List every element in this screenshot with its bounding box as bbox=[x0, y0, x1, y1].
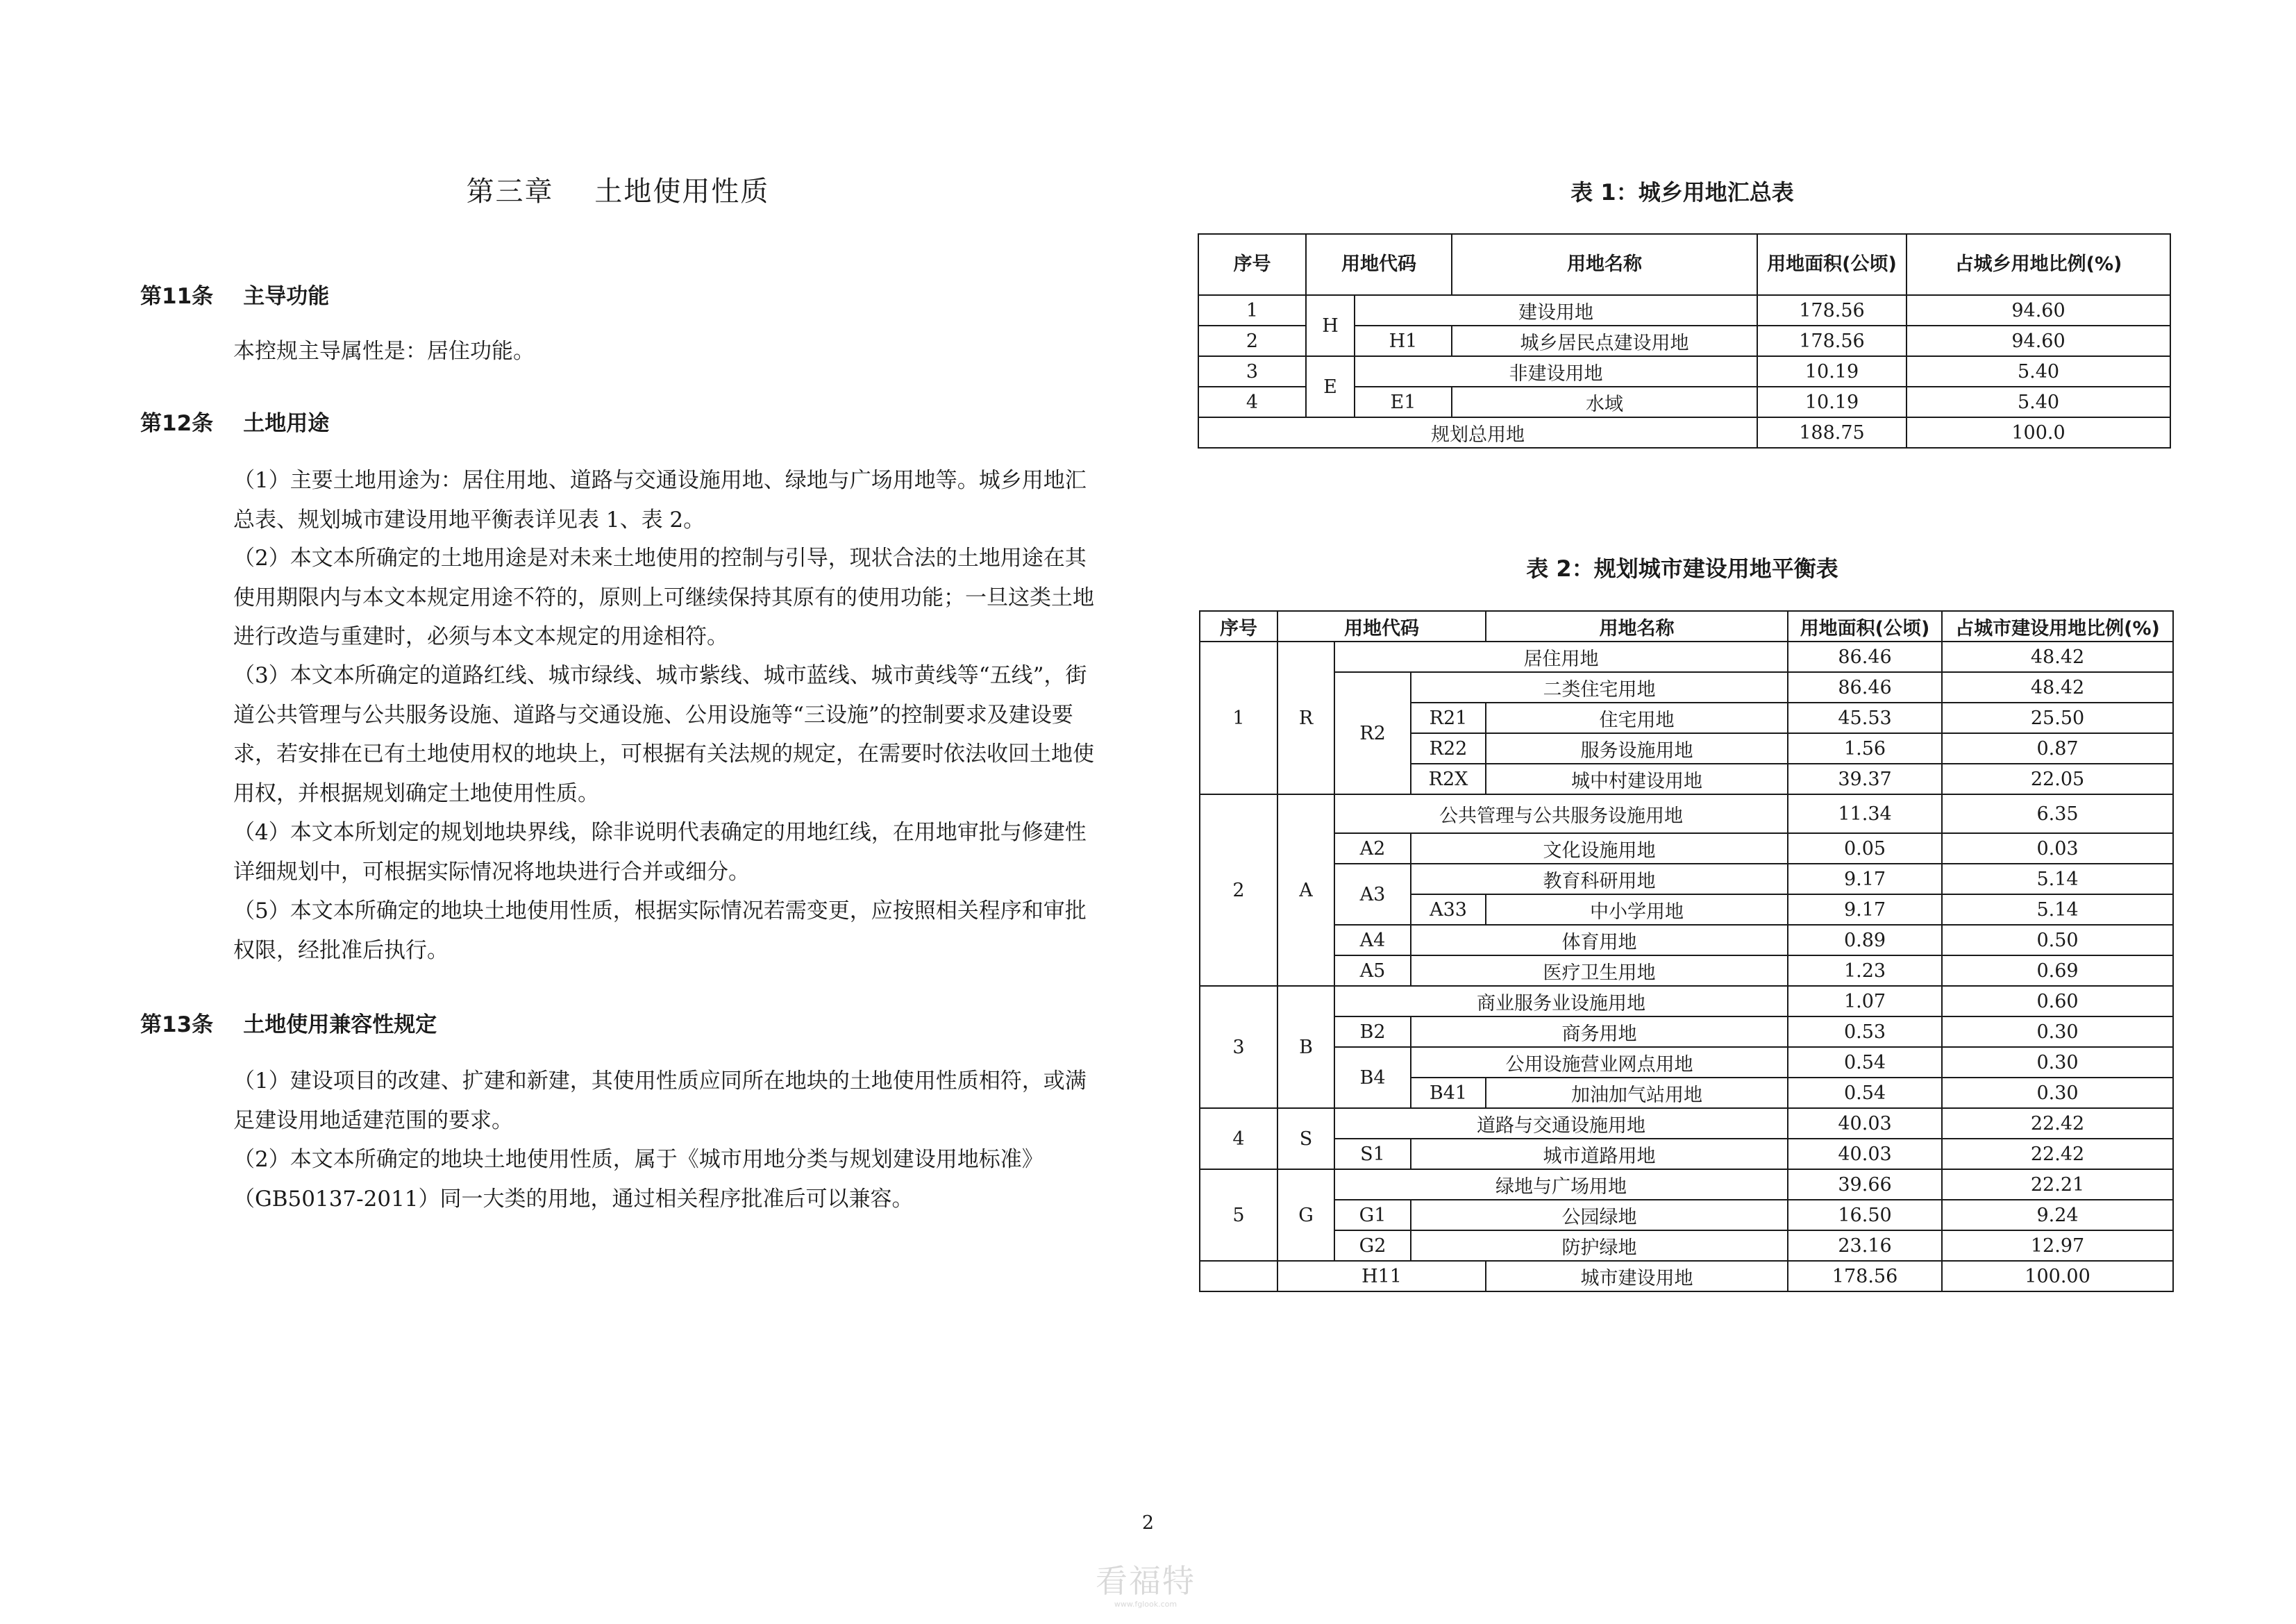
table-row bbox=[1200, 1108, 2173, 1139]
table2-cell: 0.89 bbox=[1788, 925, 1942, 955]
table2-header-row bbox=[1200, 611, 2173, 642]
table1-total-label: 规划总用地 bbox=[1198, 417, 1757, 448]
table-row bbox=[1200, 864, 2173, 894]
table2-total-area: 178.56 bbox=[1788, 1261, 1942, 1291]
table2-cell: 22.21 bbox=[1942, 1169, 2173, 1200]
table2-cell: 服务设施用地 bbox=[1486, 733, 1788, 764]
table2-cell: S1 bbox=[1334, 1139, 1411, 1169]
table-row bbox=[1200, 1016, 2173, 1047]
table2-cell: 0.60 bbox=[1942, 986, 2173, 1016]
article-13-paragraph-1: （1）建设项目的改建、扩建和新建，其使用性质应同所在地块的土地使用性质相符，或满足建设用地适建范围的要求。 bbox=[233, 1069, 1087, 1133]
table1-cell: 178.56 bbox=[1757, 326, 1907, 356]
table-row bbox=[1200, 1230, 2173, 1261]
article-12-paragraph-3: （3）本文本所确定的道路红线、城市绿线、城市紫线、城市蓝线、城市黄线等“五线”，街道公共管理与公共服务设施、道路与交通设施、公用设施等“三设施”的控制要求及建设要求，若安排在已有土地使用权的地块上，可根据有关法规的规定，在需要时依法收回土地使用权，并根据规划确定土地使用性质。 bbox=[233, 663, 1094, 806]
table2-cell: 45.53 bbox=[1788, 703, 1942, 733]
table1-cell: 94.60 bbox=[1907, 295, 2170, 326]
table-row bbox=[1200, 1047, 2173, 1078]
table2-cell: G1 bbox=[1334, 1200, 1411, 1230]
table2-cell: 39.37 bbox=[1788, 764, 1942, 794]
table2-cell: 0.54 bbox=[1788, 1078, 1942, 1108]
article-12-paragraph-1: （1）主要土地用途为：居住用地、道路与交通设施用地、绿地与广场用地等。城乡用地汇总表、规划城市建设用地平衡表详见表 1、表 2。 bbox=[233, 468, 1087, 533]
table1-col-name: 用地名称 bbox=[1452, 234, 1757, 295]
table2-cell: 公共管理与公共服务设施用地 bbox=[1334, 794, 1788, 833]
article-11-heading: 第11条 主导功能 bbox=[140, 284, 330, 309]
table2-cell: B bbox=[1277, 986, 1334, 1108]
table-row bbox=[1198, 356, 2170, 387]
table2-col-name: 用地名称 bbox=[1486, 611, 1788, 642]
table1-cell: 5.40 bbox=[1907, 387, 2170, 417]
table-row bbox=[1200, 955, 2173, 986]
table1-total-ratio: 100.0 bbox=[1907, 417, 2170, 448]
table2-cell: 9.24 bbox=[1942, 1200, 2173, 1230]
table1-col-area: 用地面积(公顷) bbox=[1757, 234, 1907, 295]
table1-cell: 非建设用地 bbox=[1355, 356, 1757, 387]
table-row bbox=[1200, 642, 2173, 672]
table2-cell: 22.42 bbox=[1942, 1108, 2173, 1139]
table2-cell: 5.14 bbox=[1942, 864, 2173, 894]
table2-cell: 0.30 bbox=[1942, 1078, 2173, 1108]
table2-col-area: 用地面积(公顷) bbox=[1788, 611, 1942, 642]
table2-cell: 绿地与广场用地 bbox=[1334, 1169, 1788, 1200]
table-row bbox=[1200, 1200, 2173, 1230]
table2-cell: 二类住宅用地 bbox=[1411, 672, 1788, 703]
table1-cell: 178.56 bbox=[1757, 295, 1907, 326]
table2-title: 表 2：规划城市建设用地平衡表 bbox=[1526, 555, 1838, 582]
table2-cell: 25.50 bbox=[1942, 703, 2173, 733]
table2-cell: 住宅用地 bbox=[1486, 703, 1788, 733]
table2-cell: 公园绿地 bbox=[1411, 1200, 1788, 1230]
table2-cell: 48.42 bbox=[1942, 642, 2173, 672]
table2-cell bbox=[1200, 1261, 1277, 1291]
table2-cell: 0.03 bbox=[1942, 833, 2173, 864]
table2-cell: 1 bbox=[1200, 642, 1277, 794]
table2-cell: R21 bbox=[1411, 703, 1486, 733]
table2-construction-land-balance bbox=[1199, 610, 2174, 1292]
table1-land-summary bbox=[1198, 233, 2171, 449]
table-row bbox=[1200, 833, 2173, 864]
table2-cell: R bbox=[1277, 642, 1334, 794]
table-row bbox=[1198, 295, 2170, 326]
table2-cell: S bbox=[1277, 1108, 1334, 1169]
table1-total-area: 188.75 bbox=[1757, 417, 1907, 448]
table2-cell: 0.50 bbox=[1942, 925, 2173, 955]
table2-cell: 0.05 bbox=[1788, 833, 1942, 864]
table1-cell: 3 bbox=[1198, 356, 1306, 387]
table2-cell: B41 bbox=[1411, 1078, 1486, 1108]
table2-total-row bbox=[1200, 1261, 2173, 1291]
table1-col-ratio: 占城乡用地比例(%) bbox=[1907, 234, 2170, 295]
article-12-paragraph-4: （4）本文本所划定的规划地块界线，除非说明代表确定的用地红线，在用地审批与修建性详细规划中，可根据实际情况将地块进行合并或细分。 bbox=[233, 820, 1087, 885]
table2-cell: 2 bbox=[1200, 794, 1277, 986]
article-13-paragraph-2: （2）本文本所确定的地块土地使用性质，属于《城市用地分类与规划建设用地标准》（GB50137-2011）同一大类的用地，通过相关程序批准后可以兼容。 bbox=[233, 1147, 1044, 1212]
table2-cell: 0.87 bbox=[1942, 733, 2173, 764]
table1-cell: H1 bbox=[1355, 326, 1452, 356]
table2-cell: 商务用地 bbox=[1411, 1016, 1788, 1047]
table-row bbox=[1200, 794, 2173, 833]
table2-cell: 道路与交通设施用地 bbox=[1334, 1108, 1788, 1139]
table2-cell: 0.30 bbox=[1942, 1047, 2173, 1078]
table2-cell: 16.50 bbox=[1788, 1200, 1942, 1230]
table2-cell: 40.03 bbox=[1788, 1139, 1942, 1169]
page-number: 2 bbox=[1141, 1512, 1155, 1534]
table2-cell: 9.17 bbox=[1788, 894, 1942, 925]
table2-cell: 11.34 bbox=[1788, 794, 1942, 833]
table1-cell: E bbox=[1306, 356, 1355, 417]
article-12-paragraph-5: （5）本文本所确定的地块土地使用性质，根据实际情况若需变更，应按照相关程序和审批权限，经批准后执行。 bbox=[233, 898, 1087, 963]
table2-cell: 22.05 bbox=[1942, 764, 2173, 794]
table2-cell: 医疗卫生用地 bbox=[1411, 955, 1788, 986]
table2-cell: 3 bbox=[1200, 986, 1277, 1108]
table2-cell: 防护绿地 bbox=[1411, 1230, 1788, 1261]
table2-cell: B4 bbox=[1334, 1047, 1411, 1108]
table2-cell: 城市道路用地 bbox=[1411, 1139, 1788, 1169]
table2-cell: 公用设施营业网点用地 bbox=[1411, 1047, 1788, 1078]
watermark-logo: 看福特 bbox=[1096, 1562, 1196, 1600]
table2-cell: 文化设施用地 bbox=[1411, 833, 1788, 864]
table2-total-label: 城市建设用地 bbox=[1486, 1261, 1788, 1291]
table2-total-code: H11 bbox=[1277, 1261, 1486, 1291]
article-13-heading: 第13条 土地使用兼容性规定 bbox=[140, 1012, 437, 1037]
table1-cell: 10.19 bbox=[1757, 356, 1907, 387]
table2-cell: 6.35 bbox=[1942, 794, 2173, 833]
table2-cell: 23.16 bbox=[1788, 1230, 1942, 1261]
table1-cell: 2 bbox=[1198, 326, 1306, 356]
table1-cell: 1 bbox=[1198, 295, 1306, 326]
table1-col-code: 用地代码 bbox=[1306, 234, 1452, 295]
table2-cell: 0.53 bbox=[1788, 1016, 1942, 1047]
article-12-heading: 第12条 土地用途 bbox=[140, 411, 330, 436]
table2-cell: R22 bbox=[1411, 733, 1486, 764]
table2-cell: 体育用地 bbox=[1411, 925, 1788, 955]
watermark-url: www.fglook.com bbox=[1114, 1600, 1178, 1609]
table2-cell: 5.14 bbox=[1942, 894, 2173, 925]
table1-cell: 5.40 bbox=[1907, 356, 2170, 387]
table-row bbox=[1200, 925, 2173, 955]
chapter-title: 第三章 土地使用性质 bbox=[466, 176, 770, 208]
table2-cell: 1.56 bbox=[1788, 733, 1942, 764]
table2-col-index: 序号 bbox=[1200, 611, 1277, 642]
table2-cell: R2X bbox=[1411, 764, 1486, 794]
table2-cell: G bbox=[1277, 1169, 1334, 1261]
table1-total-row bbox=[1198, 417, 2170, 448]
table2-cell: 居住用地 bbox=[1334, 642, 1788, 672]
table2-cell: B2 bbox=[1334, 1016, 1411, 1047]
table1-header-row bbox=[1198, 234, 2170, 295]
table2-total-ratio: 100.00 bbox=[1942, 1261, 2173, 1291]
table2-cell: 中小学用地 bbox=[1486, 894, 1788, 925]
table2-cell: 39.66 bbox=[1788, 1169, 1942, 1200]
table2-cell: 4 bbox=[1200, 1108, 1277, 1169]
table2-cell: A33 bbox=[1411, 894, 1486, 925]
table2-cell: 12.97 bbox=[1942, 1230, 2173, 1261]
table2-cell: A2 bbox=[1334, 833, 1411, 864]
table-row bbox=[1200, 1139, 2173, 1169]
article-12-paragraph-2: （2）本文本所确定的土地用途是对未来土地使用的控制与引导，现状合法的土地用途在其使用期限内与本文本规定用途不符的，原则上可继续保持其原有的使用功能；一旦这类土地进行改造与重建时，必须与本文本规定的用途相符。 bbox=[233, 546, 1094, 649]
table2-cell: 40.03 bbox=[1788, 1108, 1942, 1139]
table2-cell: 加油加气站用地 bbox=[1486, 1078, 1788, 1108]
table2-cell: 0.30 bbox=[1942, 1016, 2173, 1047]
table2-cell: R2 bbox=[1334, 672, 1411, 794]
table1-cell: 水域 bbox=[1452, 387, 1757, 417]
table1-cell: 10.19 bbox=[1757, 387, 1907, 417]
table1-cell: 4 bbox=[1198, 387, 1306, 417]
table2-cell: 48.42 bbox=[1942, 672, 2173, 703]
table2-cell: 0.69 bbox=[1942, 955, 2173, 986]
table2-cell: G2 bbox=[1334, 1230, 1411, 1261]
table-row bbox=[1200, 1169, 2173, 1200]
table2-cell: 商业服务业设施用地 bbox=[1334, 986, 1788, 1016]
table2-cell: A5 bbox=[1334, 955, 1411, 986]
table2-cell: 22.42 bbox=[1942, 1139, 2173, 1169]
article-11-paragraph-1: 本控规主导属性是：居住功能。 bbox=[233, 339, 535, 364]
table-row bbox=[1200, 986, 2173, 1016]
table1-cell: H bbox=[1306, 295, 1355, 356]
table2-cell: 0.54 bbox=[1788, 1047, 1942, 1078]
table2-cell: A bbox=[1277, 794, 1334, 986]
table2-cell: 1.07 bbox=[1788, 986, 1942, 1016]
table-row bbox=[1200, 672, 2173, 703]
table2-cell: A4 bbox=[1334, 925, 1411, 955]
table2-cell: 5 bbox=[1200, 1169, 1277, 1261]
table1-cell: 94.60 bbox=[1907, 326, 2170, 356]
table2-cell: A3 bbox=[1334, 864, 1411, 925]
table2-col-ratio: 占城市建设用地比例(%) bbox=[1942, 611, 2173, 642]
table1-title: 表 1：城乡用地汇总表 bbox=[1570, 179, 1794, 206]
table2-cell: 城中村建设用地 bbox=[1486, 764, 1788, 794]
table2-cell: 教育科研用地 bbox=[1411, 864, 1788, 894]
table1-col-index: 序号 bbox=[1198, 234, 1306, 295]
table2-cell: 86.46 bbox=[1788, 642, 1942, 672]
table1-cell: 城乡居民点建设用地 bbox=[1452, 326, 1757, 356]
table1-cell: E1 bbox=[1355, 387, 1452, 417]
table2-cell: 9.17 bbox=[1788, 864, 1942, 894]
table2-cell: 86.46 bbox=[1788, 672, 1942, 703]
table2-cell: 1.23 bbox=[1788, 955, 1942, 986]
table2-col-code: 用地代码 bbox=[1277, 611, 1486, 642]
table1-cell: 建设用地 bbox=[1355, 295, 1757, 326]
